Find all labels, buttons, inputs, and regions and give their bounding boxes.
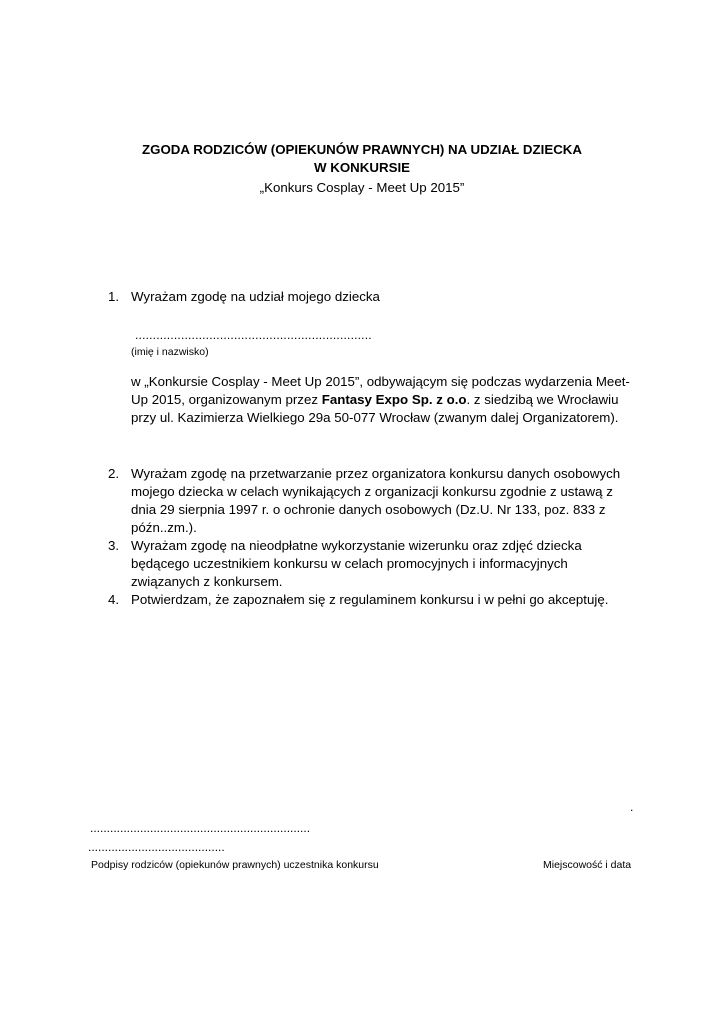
title-line-1: ZGODA RODZICÓW (OPIEKUNÓW PRAWNYCH) NA UDZIAŁ DZIECKA [142,142,582,157]
signature-dots-line-2: ......................................... [88,840,225,854]
child-name-dots: ................................................................... [135,328,372,342]
continuation-pre: w „Konkursie Cosplay - Meet Up 2015”, odbywającym się podczas wydarzenia Meet-Up 2015, organizowanym przez [131,374,630,407]
child-name-caption: (imię i nazwisko) [131,346,209,358]
item-text: Wyrażam zgodę na udział mojego dziecka [131,289,380,304]
item-number: 3. [108,538,120,553]
item-text: Wyrażam zgodę na przetwarzanie przez organizatora konkursu danych osobowych mojego dziecka w celach wynikających z organizacji konkursu zgodnie z ustawą z dnia 29 sierpnia 1997 r. o ochronie danych osobowych (Dz.U. Nr 133, poz. 833 z późn..zm.). [131,466,621,535]
place-date-dot: . [630,800,634,814]
parents-signature-label: Podpisy rodziców (opiekunów prawnych) uczestnika konkursu [91,859,379,871]
item-number: 2. [108,466,120,481]
item-number: 1. [108,289,120,304]
organizer-name: Fantasy Expo Sp. z o.o [321,392,467,407]
item-text: Wyrażam zgodę na nieodpłatne wykorzystanie wizerunku oraz zdjęć dziecka będącego uczestnikiem konkursu w celach promocyjnych i informacyjnych związanych z konkursem. [131,538,582,589]
place-date-label: Miejscowość i data [543,859,632,871]
item-text: Potwierdzam, że zapoznałem się z regulaminem konkursu i w pełni go akceptuję. [131,592,609,607]
item-number: 4. [108,592,120,607]
continuation-post: . z siedzibą we Wrocławiu przy ul. Kazimierza Wielkiego 29a 50-077 Wrocław (zwanym dalej Organizatorem). [131,392,619,425]
signature-dots-line-1: .................................................................. [90,821,311,835]
title-line-2: W KONKURSIE [313,160,411,175]
document-subtitle: „Konkurs Cosplay - Meet Up 2015” [259,180,465,195]
